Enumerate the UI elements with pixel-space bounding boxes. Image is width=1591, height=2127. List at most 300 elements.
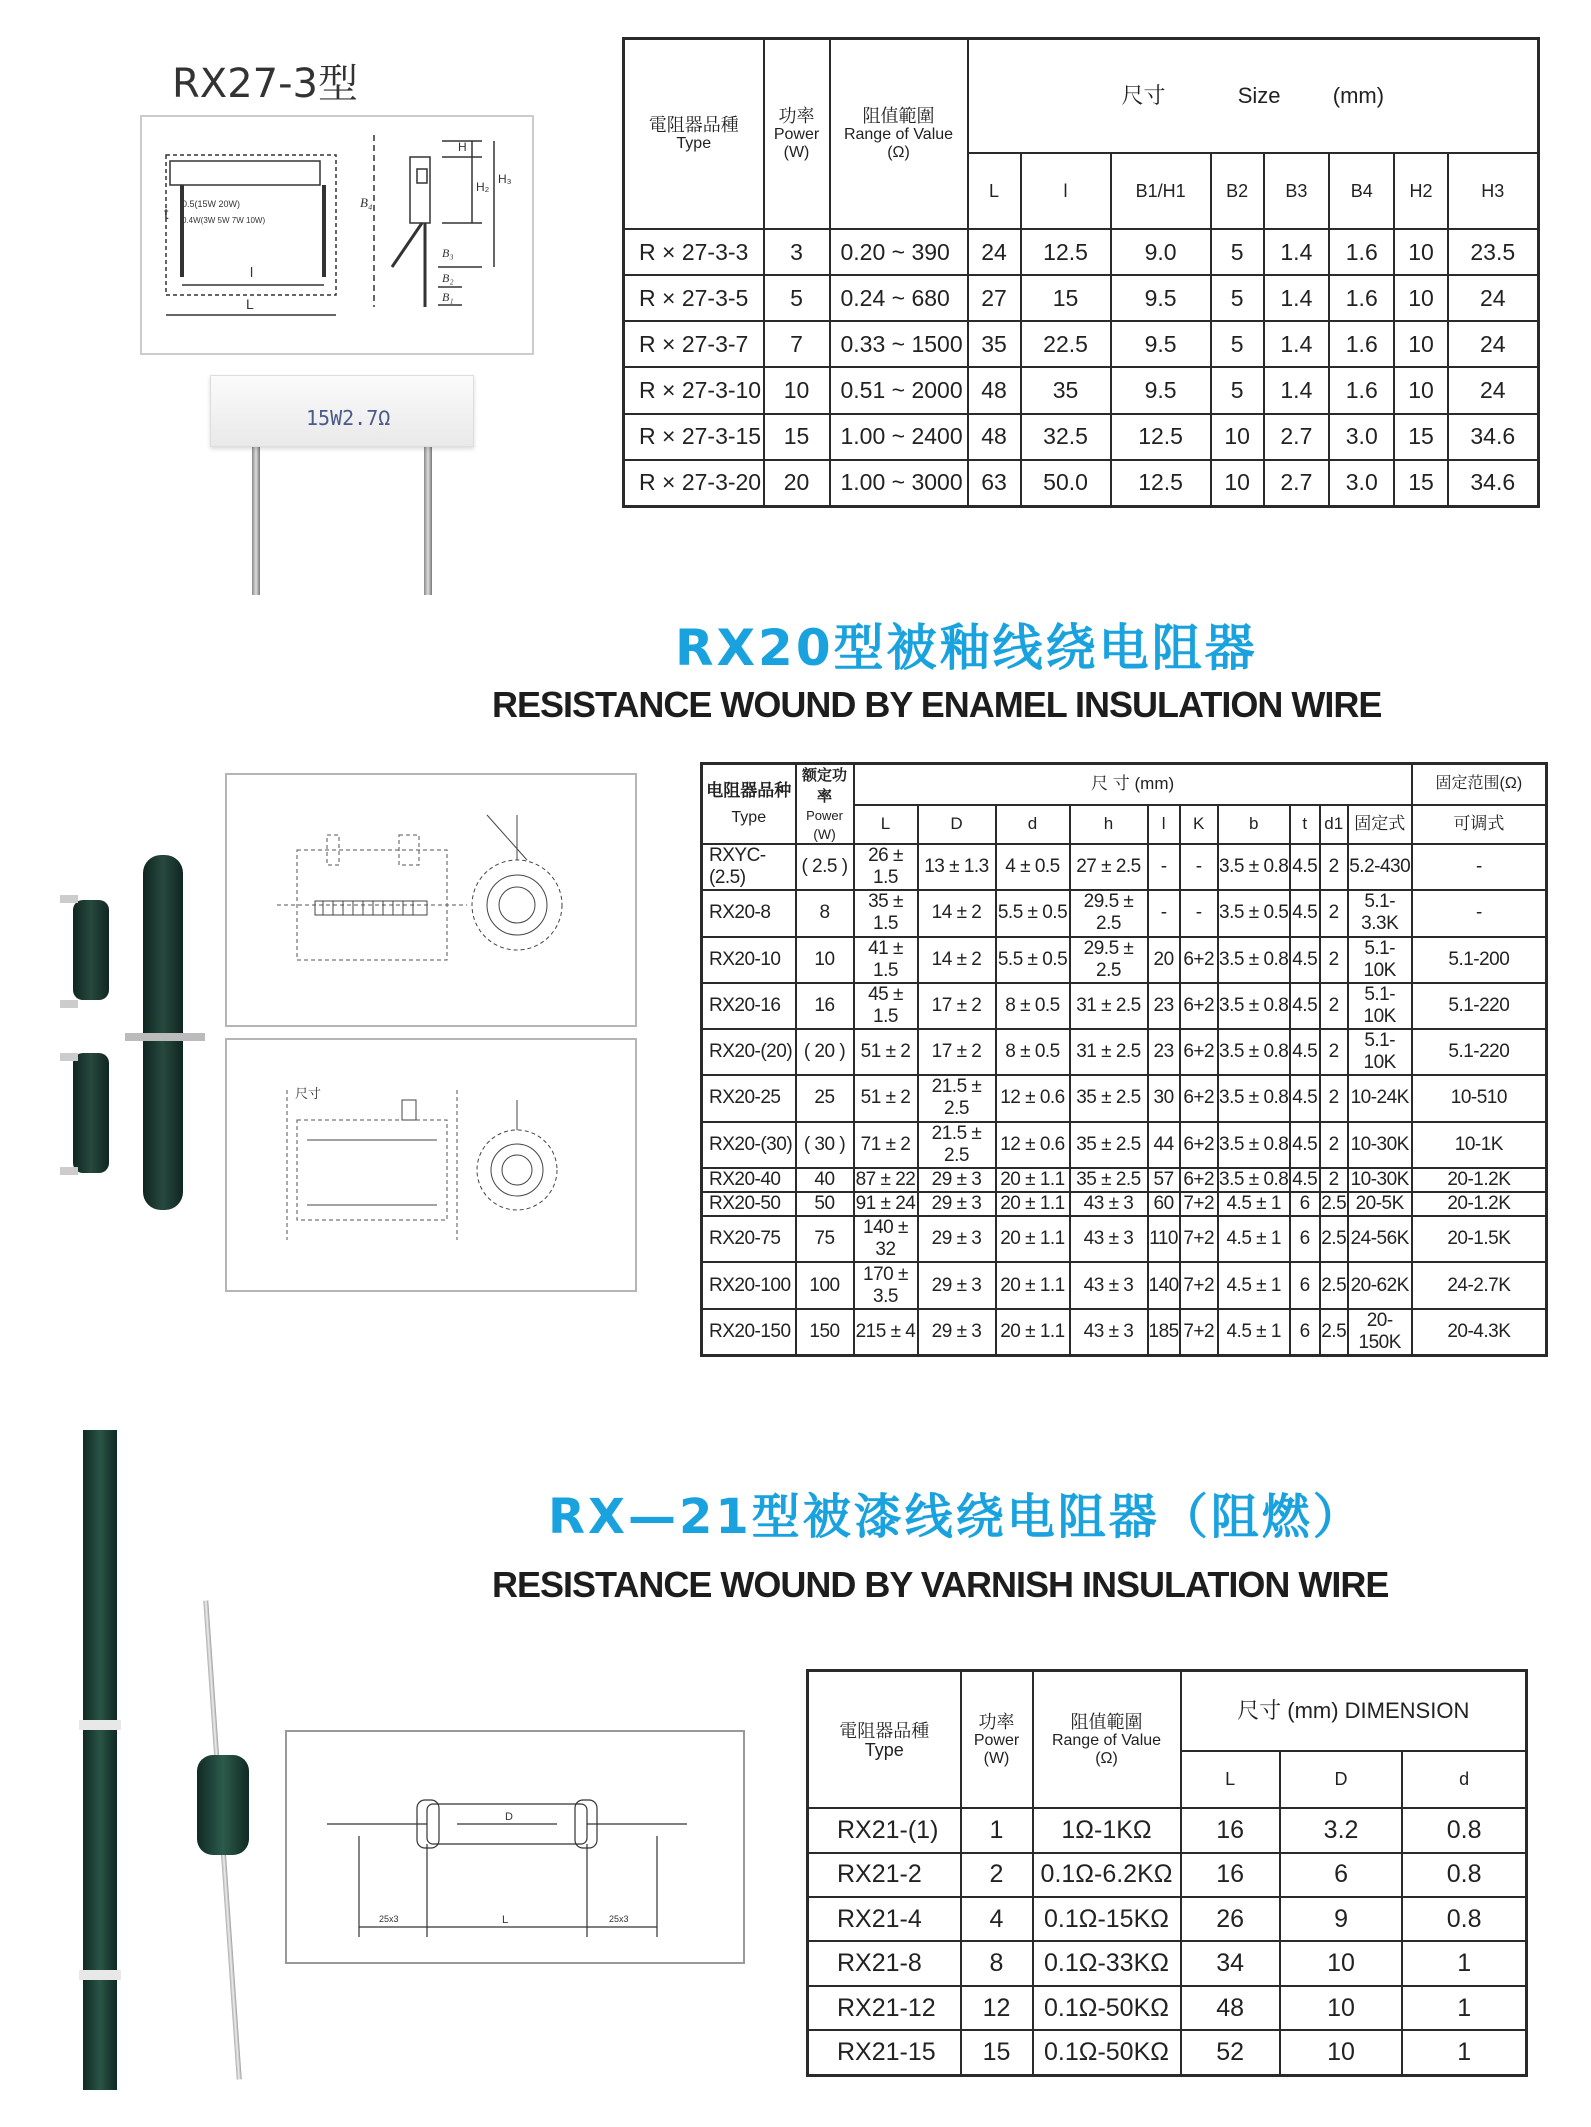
rx27-cell: 24: [1448, 367, 1539, 413]
rx27-cell: 1.4: [1264, 321, 1329, 367]
rx27-cell: 15: [1394, 414, 1447, 460]
rx20-type-cell: RX20-(30): [702, 1122, 796, 1168]
rx20-cell: 2: [1320, 1168, 1348, 1192]
rx20-cell: 3.5 ± 0.8: [1218, 1029, 1290, 1075]
rx20-cell: 20-4.3K: [1412, 1309, 1547, 1356]
rx20-head-fixed-range: 固定范围(Ω): [1412, 764, 1547, 805]
rx21-cell: 1: [961, 1808, 1033, 1852]
rx20-cell: 4.5: [1290, 844, 1320, 890]
rx21-dim-L: L: [502, 1914, 509, 1926]
rx21-cell: 0.8: [1402, 1853, 1526, 1897]
rx20-cell: 5.2-430: [1348, 844, 1412, 890]
rx20-cell: -: [1180, 844, 1218, 890]
rx20-cell: 4.5: [1290, 1029, 1320, 1075]
rx20-cell: 20-5K: [1348, 1192, 1412, 1216]
resistor-marking: 15W2.7Ω: [306, 406, 391, 430]
rx20-cell: 8 ± 0.5: [996, 983, 1070, 1029]
table-row: [808, 2030, 1527, 2075]
rx21-cell: 1: [1402, 1986, 1526, 2030]
rx20-cell: 5.1-10K: [1348, 983, 1412, 1029]
rx20-cell: 35 ± 2.5: [1070, 1168, 1148, 1192]
rx21-dim-col-0: L: [1181, 1751, 1280, 1808]
rx27-cell: 10: [1394, 229, 1447, 275]
rx27-cell: 1.4: [1264, 275, 1329, 321]
rx20-cell: 24-56K: [1348, 1216, 1412, 1262]
rx27-cell: 9.0: [1111, 229, 1211, 275]
rx27-dim-H2: H₂: [476, 180, 490, 194]
rx27-dim-col-7: H3: [1448, 153, 1539, 229]
rx20-cell: 20 ± 1.1: [996, 1309, 1070, 1356]
rx20-cell: 6+2: [1180, 1075, 1218, 1121]
rx20-cell: 43 ± 3: [1070, 1309, 1148, 1356]
rx27-cell: 15: [764, 414, 830, 460]
rx27-cell: 10: [1211, 414, 1264, 460]
rx20-cell: 7+2: [1180, 1192, 1218, 1216]
rx20-cell: 31 ± 2.5: [1070, 983, 1148, 1029]
rx20-cell: 2: [1320, 1075, 1348, 1121]
rx20-cell: 6: [1290, 1262, 1320, 1308]
rx27-cell: 0.33 ~ 1500: [830, 321, 968, 367]
rx20-cell: 3.5 ± 0.8: [1218, 1122, 1290, 1168]
table-row: [624, 229, 1539, 275]
rx20-cell: 29 ± 3: [918, 1309, 996, 1356]
rx21-cell: 4: [961, 1897, 1033, 1941]
rx20-cell: 43 ± 3: [1070, 1192, 1148, 1216]
rx21-long-resistor: [83, 1430, 117, 2090]
table-row: [808, 1897, 1527, 1941]
rx21-head-range: 阻值範圍 Range of Value (Ω): [1033, 1671, 1181, 1809]
rx20-cell: 3.5 ± 0.8: [1218, 1168, 1290, 1192]
rx27-cell: 32.5: [1021, 414, 1111, 460]
table-row: [702, 1192, 1547, 1216]
rx21-drawing-svg: [287, 1732, 743, 1962]
rx20-cell: 150: [796, 1309, 854, 1356]
rx21-cell: 0.1Ω-33KΩ: [1033, 1941, 1181, 1985]
rx20-cell: 7+2: [1180, 1216, 1218, 1262]
rx20-cell: 13 ± 1.3: [918, 844, 996, 890]
rx21-cell: 12: [961, 1986, 1033, 2030]
rx21-cell: 15: [961, 2030, 1033, 2075]
table-row: [702, 1309, 1547, 1356]
table-row: [624, 275, 1539, 321]
rx20-small-resistor-top: [73, 900, 109, 1000]
rx27-cell: 2.7: [1264, 414, 1329, 460]
rx20-cell: 3.5 ± 0.8: [1218, 1075, 1290, 1121]
rx20-cell: 12 ± 0.6: [996, 1122, 1070, 1168]
rx20-cell: 29 ± 3: [918, 1168, 996, 1192]
rx27-head-size: 尺寸 Size (mm): [968, 39, 1539, 153]
rx20-cell: 100: [796, 1262, 854, 1308]
table-row: [808, 1853, 1527, 1897]
rx20-type-cell: RX20-100: [702, 1262, 796, 1308]
rx27-note1: 0.5(15W 20W): [182, 199, 241, 209]
rx21-cell: 0.8: [1402, 1897, 1526, 1941]
rx21-cell: 10: [1280, 1986, 1402, 2030]
rx20-cell: -: [1148, 844, 1180, 890]
rx20-cell: 4.5: [1290, 1122, 1320, 1168]
rx20-cell: 25: [796, 1075, 854, 1121]
rx20-head-size: 尺 寸 (mm): [854, 764, 1412, 805]
rx21-dim-col-2: d: [1402, 1751, 1526, 1808]
table-row: [702, 1075, 1547, 1121]
rx21-cell: 8: [961, 1941, 1033, 1985]
rx20-cell: 20 ± 1.1: [996, 1262, 1070, 1308]
rx27-cell: 1.6: [1329, 367, 1394, 413]
rx20-cell: 23: [1148, 1029, 1180, 1075]
rx20-cell: 35 ± 2.5: [1070, 1122, 1148, 1168]
rx20-cell: 2: [1320, 844, 1348, 890]
rx20-cell: 8 ± 0.5: [996, 1029, 1070, 1075]
rx20-head-type: 电阻器品种 Type: [702, 764, 796, 845]
rx20-cell: 23: [1148, 983, 1180, 1029]
rx27-cell: 9.5: [1111, 367, 1211, 413]
rx27-cell: 1.6: [1329, 321, 1394, 367]
rx21-cell: 2: [961, 1853, 1033, 1897]
rx20-cell: 51 ± 2: [854, 1029, 918, 1075]
rx20-type-cell: RX20-25: [702, 1075, 796, 1121]
rx20-cell: 3.5 ± 0.8: [1218, 844, 1290, 890]
rx20-cell: ( 2.5 ): [796, 844, 854, 890]
rx27-cell: 12.5: [1111, 460, 1211, 507]
rx27-cell: 0.24 ~ 680: [830, 275, 968, 321]
rx21-type-cell: RX21-2: [808, 1853, 961, 1897]
table-row: [702, 1168, 1547, 1192]
rx20-cell: -: [1148, 890, 1180, 936]
rx27-cell: 10: [1394, 367, 1447, 413]
rx21-drawing: [285, 1730, 745, 1964]
rx20-cell: 20-150K: [1348, 1309, 1412, 1356]
rx20-cell: 6+2: [1180, 1122, 1218, 1168]
rx20-heading-cn: RX20型被釉线绕电阻器: [675, 619, 1258, 677]
rx27-cell: 1.4: [1264, 229, 1329, 275]
rx20-cell: 4.5 ± 1: [1218, 1216, 1290, 1262]
rx20-cell: 44: [1148, 1122, 1180, 1168]
rx21-cell: 0.1Ω-15KΩ: [1033, 1897, 1181, 1941]
rx20-cell: 4.5 ± 1: [1218, 1262, 1290, 1308]
rx21-cell: 1: [1402, 1941, 1526, 1985]
rx20-cell: 8: [796, 890, 854, 936]
rx20-dim-col-9: 固定式: [1348, 805, 1412, 844]
rx20-cell: 31 ± 2.5: [1070, 1029, 1148, 1075]
rx20-type-cell: RXYC-(2.5): [702, 844, 796, 890]
table-row: [624, 321, 1539, 367]
rx27-dim-L: L: [246, 296, 254, 312]
rx27-cell: 34.6: [1448, 414, 1539, 460]
rx21-cell: 1: [1402, 2030, 1526, 2075]
rx20-cell: 5.1-3.3K: [1348, 890, 1412, 936]
rx27-head-power: 功率 Power (W): [764, 39, 830, 230]
rx20-cell: 71 ± 2: [854, 1122, 918, 1168]
rx20-dim-col-10: 可调式: [1412, 805, 1547, 844]
rx21-band-1: [79, 1720, 121, 1730]
rx27-cell: 23.5: [1448, 229, 1539, 275]
rx20-cell: 20 ± 1.1: [996, 1216, 1070, 1262]
resistor-lead-left: [252, 445, 260, 595]
rx20-cell: 5.1-200: [1412, 937, 1547, 983]
rx27-cell: 9.5: [1111, 275, 1211, 321]
rx20-cell: 2: [1320, 983, 1348, 1029]
rx20-cell: 29.5 ± 2.5: [1070, 937, 1148, 983]
rx27-dim-l: l: [250, 264, 254, 280]
rx20-lead-c: [60, 1053, 78, 1061]
rx21-head-dimension: 尺寸 (mm) DIMENSION: [1181, 1671, 1527, 1751]
rx20-cell: 5.1-10K: [1348, 1029, 1412, 1075]
rx20-cell: 20-1.5K: [1412, 1216, 1547, 1262]
rx27-cell: 5: [1211, 229, 1264, 275]
rx27-cell: 3.0: [1329, 414, 1394, 460]
rx21-cell: 52: [1181, 2030, 1280, 2075]
rx20-cell: 20 ± 1.1: [996, 1168, 1070, 1192]
rx20-cell: 140: [1148, 1262, 1180, 1308]
rx27-dim-col-1: l: [1021, 153, 1111, 229]
rx20-cell: 4.5 ± 1: [1218, 1309, 1290, 1356]
rx27-cell: 5: [764, 275, 830, 321]
rx20-cell: ( 20 ): [796, 1029, 854, 1075]
rx27-dim-B1: B₁: [442, 290, 454, 304]
rx20-cell: 5.1-220: [1412, 983, 1547, 1029]
rx27-cell: 27: [968, 275, 1021, 321]
rx21-cell: 10: [1280, 1941, 1402, 1985]
rx21-head-type: 電阻器品種 Type: [808, 1671, 961, 1809]
rx27-type-cell: R × 27-3-7: [624, 321, 764, 367]
rx21-cell: 26: [1181, 1897, 1280, 1941]
table-row: [702, 983, 1547, 1029]
rx20-drawing-top-svg: [227, 775, 635, 1025]
rx27-cell: 20: [764, 460, 830, 507]
rx27-cell: 0.51 ~ 2000: [830, 367, 968, 413]
rx20-dim-col-4: l: [1148, 805, 1180, 844]
rx20-drawing-bottom-svg: [227, 1040, 635, 1290]
rx27-dim-col-3: B2: [1211, 153, 1264, 229]
rx20-cell: ( 30 ): [796, 1122, 854, 1168]
rx27-cell: 9.5: [1111, 321, 1211, 367]
rx21-lead-right-dim: 25x3: [609, 1914, 629, 1924]
rx20-head-power: 额定功率 Power (W): [796, 764, 854, 845]
rx27-cell: 34.6: [1448, 460, 1539, 507]
rx20-cell: 10-1K: [1412, 1122, 1547, 1168]
rx27-cell: 48: [968, 414, 1021, 460]
rx27-cell: 1.00 ~ 3000: [830, 460, 968, 507]
rx20-type-cell: RX20-40: [702, 1168, 796, 1192]
rx21-type-cell: RX21-4: [808, 1897, 961, 1941]
rx27-cell: 63: [968, 460, 1021, 507]
rx27-cell: 1.4: [1264, 367, 1329, 413]
rx20-dim-col-0: L: [854, 805, 918, 844]
rx20-cell: 29 ± 3: [918, 1262, 996, 1308]
rx21-dim-col-1: D: [1280, 1751, 1402, 1808]
rx27-cell: 50.0: [1021, 460, 1111, 507]
rx20-cell: 6+2: [1180, 1168, 1218, 1192]
rx21-cell: 0.1Ω-50KΩ: [1033, 1986, 1181, 2030]
rx20-cell: 2: [1320, 1122, 1348, 1168]
rx21-cell: 16: [1181, 1808, 1280, 1852]
rx20-cell: 3.5 ± 0.8: [1218, 937, 1290, 983]
rx27-dim-B4: B₄: [360, 195, 373, 210]
rx20-cell: 6: [1290, 1309, 1320, 1356]
rx20-cell: 29 ± 3: [918, 1216, 996, 1262]
rx20-cell: 14 ± 2: [918, 937, 996, 983]
rx20-lead-a: [60, 895, 78, 903]
rx20-cell: 20 ± 1.1: [996, 1192, 1070, 1216]
rx27-cell: 22.5: [1021, 321, 1111, 367]
rx27-cell: 35: [968, 321, 1021, 367]
rx21-cell: 10: [1280, 2030, 1402, 2075]
rx20-cell: 29 ± 3: [918, 1192, 996, 1216]
rx20-cell: 14 ± 2: [918, 890, 996, 936]
rx20-cell: 4.5: [1290, 1075, 1320, 1121]
rx20-spec-table: [700, 762, 1548, 1357]
rx20-cell: -: [1412, 890, 1547, 936]
rx27-dim-col-2: B1/H1: [1111, 153, 1211, 229]
rx27-head-range: 阻值範圍 Range of Value (Ω): [830, 39, 968, 230]
rx20-cell: 4.5: [1290, 937, 1320, 983]
rx20-cell: 21.5 ± 2.5: [918, 1075, 996, 1121]
rx20-type-cell: RX20-10: [702, 937, 796, 983]
rx27-cell: 10: [1394, 321, 1447, 367]
rx20-cell: 110: [1148, 1216, 1180, 1262]
rx27-cell: 24: [1448, 275, 1539, 321]
rx20-cell: 2.5: [1320, 1262, 1348, 1308]
rx27-type-cell: R × 27-3-5: [624, 275, 764, 321]
rx27-cell: 10: [1211, 460, 1264, 507]
rx20-cell: 140 ± 32: [854, 1216, 918, 1262]
rx20-cell: 170 ± 3.5: [854, 1262, 918, 1308]
rx20-cell: 5.1-10K: [1348, 937, 1412, 983]
rx20-cell: 43 ± 3: [1070, 1262, 1148, 1308]
rx27-cell: 24: [968, 229, 1021, 275]
rx27-dim-col-0: L: [968, 153, 1021, 229]
rx20-cell: 6+2: [1180, 1029, 1218, 1075]
rx21-dim-D: D: [505, 1811, 513, 1823]
rx20-cell: 16: [796, 983, 854, 1029]
rx20-cell: 24-2.7K: [1412, 1262, 1547, 1308]
rx21-cell: 9: [1280, 1897, 1402, 1941]
rx20-heading-en: RESISTANCE WOUND BY ENAMEL INSULATION WIRE: [492, 684, 1382, 725]
rx27-cell: 10: [1394, 275, 1447, 321]
rx27-cell: 1.6: [1329, 229, 1394, 275]
rx21-small-resistor: [197, 1755, 249, 1855]
rx20-cell: 2: [1320, 890, 1348, 936]
rx20-bracket: [125, 1033, 205, 1041]
rx27-type-cell: R × 27-3-10: [624, 367, 764, 413]
rx27-dim-t: t: [164, 206, 169, 223]
rx20-cell: 10: [796, 937, 854, 983]
table-row: [702, 844, 1547, 890]
rx21-lead-left-dim: 25x3: [379, 1914, 399, 1924]
rx21-type-cell: RX21-12: [808, 1986, 961, 2030]
rx20-cell: 20-1.2K: [1412, 1192, 1547, 1216]
rx20-cell: 45 ± 1.5: [854, 983, 918, 1029]
rx20-cell: 10-30K: [1348, 1122, 1412, 1168]
rx20-cell: 10-510: [1412, 1075, 1547, 1121]
rx27-cell: 1.00 ~ 2400: [830, 414, 968, 460]
rx27-spec-table: [622, 37, 1540, 508]
rx20-cell: 4.5 ± 1: [1218, 1192, 1290, 1216]
rx20-lead-d: [60, 1167, 78, 1175]
rx20-cell: 10-30K: [1348, 1168, 1412, 1192]
rx20-cell: 43 ± 3: [1070, 1216, 1148, 1262]
rx20-cell: 20-62K: [1348, 1262, 1412, 1308]
rx27-dim-B2: B₂: [442, 271, 454, 285]
rx20-dim-col-1: D: [918, 805, 996, 844]
rx20-cell: 17 ± 2: [918, 1029, 996, 1075]
rx20-cell: 17 ± 2: [918, 983, 996, 1029]
rx27-head-type: 電阻器品種 Type: [624, 39, 764, 230]
rx20-cell: 26 ± 1.5: [854, 844, 918, 890]
rx20-cell: 35 ± 2.5: [1070, 1075, 1148, 1121]
rx27-cell: 35: [1021, 367, 1111, 413]
rx20-type-cell: RX20-150: [702, 1309, 796, 1356]
rx20-dim-col-5: K: [1180, 805, 1218, 844]
rx20-cell: 50: [796, 1192, 854, 1216]
rx21-cell: 34: [1181, 1941, 1280, 1985]
rx21-cell: 1Ω-1KΩ: [1033, 1808, 1181, 1852]
rx27-drawing: [140, 115, 534, 355]
rx20-cell: 7+2: [1180, 1262, 1218, 1308]
rx27-type-cell: R × 27-3-3: [624, 229, 764, 275]
rx20-cell: 3.5 ± 0.8: [1218, 983, 1290, 1029]
rx20-cell: 4.5: [1290, 890, 1320, 936]
rx27-type-cell: R × 27-3-20: [624, 460, 764, 507]
rx27-dim-col-5: B4: [1329, 153, 1394, 229]
rx20-dim-col-8: d1: [1320, 805, 1348, 844]
rx21-type-cell: RX21-15: [808, 2030, 961, 2075]
table-row: [624, 414, 1539, 460]
rx21-band-2: [79, 1970, 121, 1980]
rx20-type-cell: RX20-75: [702, 1216, 796, 1262]
rx20-cell: 4 ± 0.5: [996, 844, 1070, 890]
rx20-cell: 87 ± 22: [854, 1168, 918, 1192]
rx20-drawing-bottom: [225, 1038, 637, 1292]
rx20-cell: 75: [796, 1216, 854, 1262]
rx20-cell: 20: [1148, 937, 1180, 983]
rx27-cell: 3: [764, 229, 830, 275]
table-row: [808, 1808, 1527, 1852]
rx20-cell: 40: [796, 1168, 854, 1192]
rx20-cell: 5.5 ± 0.5: [996, 890, 1070, 936]
rx20-type-cell: RX20-16: [702, 983, 796, 1029]
rx27-cell: 12.5: [1111, 414, 1211, 460]
rx20-cell: 30: [1148, 1075, 1180, 1121]
rx20-cell: 215 ± 4: [854, 1309, 918, 1356]
rx20-cell: -: [1180, 890, 1218, 936]
rx21-resistor-photo: [45, 1430, 305, 2120]
rx21-cell: 16: [1181, 1853, 1280, 1897]
rx20-cell: 5.1-220: [1412, 1029, 1547, 1075]
rx27-dim-H: H: [458, 140, 467, 154]
rx21-type-cell: RX21-(1): [808, 1808, 961, 1852]
rx20-cell: 2: [1320, 1029, 1348, 1075]
rx20-cell: 2.5: [1320, 1192, 1348, 1216]
rx21-heading-cn: RX—21型被漆线绕电阻器（阻燃）: [548, 1489, 1364, 1545]
rx20-cell: 6+2: [1180, 937, 1218, 983]
rx20-resistor-photo: [55, 855, 205, 1215]
rx20-lead-b: [60, 1000, 78, 1008]
table-row: [702, 1029, 1547, 1075]
rx21-head-power: 功率 Power (W): [961, 1671, 1033, 1809]
rx27-cell: 5: [1211, 321, 1264, 367]
rx20-cell: 7+2: [1180, 1309, 1218, 1356]
rx27-cell: 0.20 ~ 390: [830, 229, 968, 275]
rx21-cell: 0.8: [1402, 1808, 1526, 1852]
rx20-cell: 2.5: [1320, 1216, 1348, 1262]
rx20-cell: 57: [1148, 1168, 1180, 1192]
rx27-cell: 15: [1394, 460, 1447, 507]
rx20-cell: 12 ± 0.6: [996, 1075, 1070, 1121]
rx21-spec-table: [806, 1669, 1528, 2077]
rx27-cell: 15: [1021, 275, 1111, 321]
rx27-dim-col-6: H2: [1394, 153, 1447, 229]
